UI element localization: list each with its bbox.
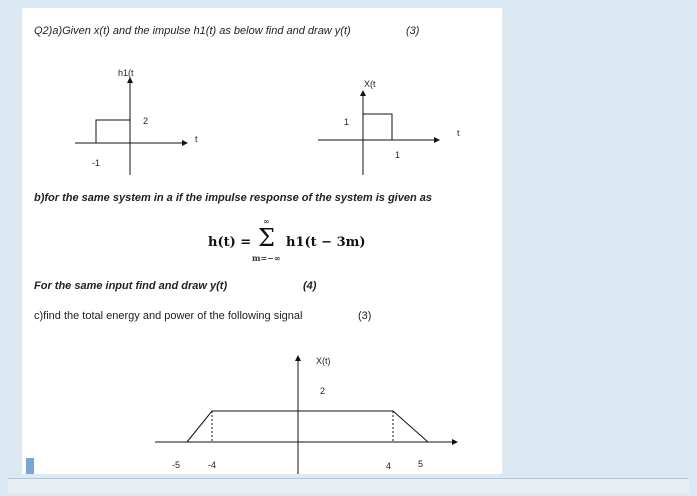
- part-c-marks: (3): [358, 310, 372, 322]
- question-header: Q2)a)Given x(t) and the impulse h1(t) as below find and draw y(t): [34, 25, 351, 37]
- formula-sum-symbol: Σ: [258, 224, 275, 252]
- c-tick-neg5: -5: [172, 460, 181, 470]
- c-trapezoid: [187, 411, 428, 442]
- c-tick-5: 5: [418, 459, 424, 469]
- h1-neg-label: -1: [92, 158, 101, 168]
- formula-rhs: h1(t − 3m): [286, 235, 366, 250]
- part-c-text: c)find the total energy and power of the following signal: [34, 310, 303, 322]
- same-input-marks: (4): [303, 280, 317, 292]
- c-tick-4: 4: [386, 461, 392, 471]
- h1-t-label: t: [195, 134, 198, 144]
- impulse-formula: [208, 217, 378, 266]
- h1-pulse: [96, 120, 130, 143]
- x-pulse: [363, 114, 392, 140]
- question-header-marks: (3): [406, 25, 420, 37]
- x-height-label: 1: [344, 117, 350, 127]
- formula-lhs: h(t) =: [208, 235, 252, 250]
- part-b-text: b)for the same system in a if the impulse response of the system is given as: [34, 192, 432, 204]
- c-title: X(t): [316, 356, 331, 366]
- c-tick-neg4: -4: [208, 460, 217, 470]
- formula-sum-top: ∞: [263, 217, 270, 226]
- x-title: X(t: [364, 79, 376, 89]
- h1-height-label: 2: [143, 116, 149, 126]
- same-input-text: For the same input find and draw y(t): [34, 280, 228, 292]
- h1-title: h1(t: [118, 68, 134, 78]
- c-height-label: 2: [320, 386, 326, 396]
- formula-sum-bottom: m=−∞: [252, 253, 281, 263]
- x-t-label: t: [457, 128, 460, 138]
- x-end-label: 1: [395, 150, 401, 160]
